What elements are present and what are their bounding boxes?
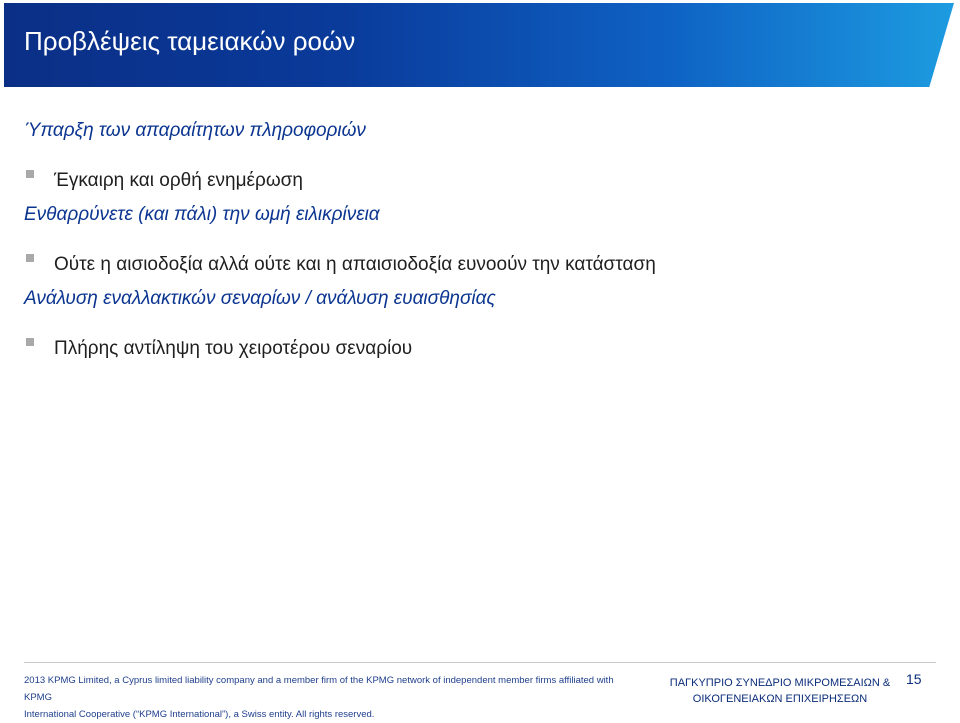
- section-heading-honesty: Ενθαρρύνετε (και πάλι) την ωμή ειλικρίνεια: [24, 204, 380, 225]
- bullet-item-worst-case: [24, 328, 924, 370]
- slide-content: [24, 118, 924, 370]
- bullet-text: Ούτε η αισιοδοξία αλλά ούτε και η απαισιοδοξία ευνοούν την κατάσταση: [54, 254, 656, 275]
- bullet-text: Έγκαιρη και ορθή ενημέρωση: [54, 170, 303, 191]
- square-bullet-icon: [26, 170, 34, 178]
- section-heading-scenarios: Ανάλυση εναλλακτικών σεναρίων / ανάλυση ευαισθησίας: [24, 288, 496, 309]
- conference-line-1: ΠΑΓΚΥΠΡΙΟ ΣΥΝΕΔΡΙΟ ΜΙΚΡΟΜΕΣΑΙΩΝ &: [669, 677, 891, 689]
- bullet-item-timely-update: [24, 160, 924, 202]
- bullet-text: Πλήρης αντίληψη του χειροτέρου σεναρίου: [54, 338, 413, 359]
- footer-divider: [24, 662, 936, 663]
- square-bullet-icon: [26, 254, 34, 262]
- footer-legal-notice: [24, 672, 644, 723]
- page-number: 15: [906, 671, 922, 687]
- footer-conference-name: [664, 675, 896, 707]
- section-heading-information: Ύπαρξη των απαραίτητων πληροφοριών: [24, 120, 366, 141]
- square-bullet-icon: [26, 338, 34, 346]
- conference-line-2: ΟΙΚΟΓΕΝΕΙΑΚΩΝ ΕΠΙΧΕΙΡΗΣΕΩΝ: [692, 693, 868, 705]
- legal-line-1: 2013 KPMG Limited, a Cyprus limited liability company and a member firm of the KPMG network of independent member firms affiliated with KPMG: [24, 675, 614, 703]
- slide-title: Προβλέψεις ταμειακών ροών: [24, 26, 356, 56]
- bullet-item-optimism: [24, 244, 924, 286]
- legal-line-2: International Cooperative (“KPMG International”), a Swiss entity. All rights reserved.: [24, 709, 375, 720]
